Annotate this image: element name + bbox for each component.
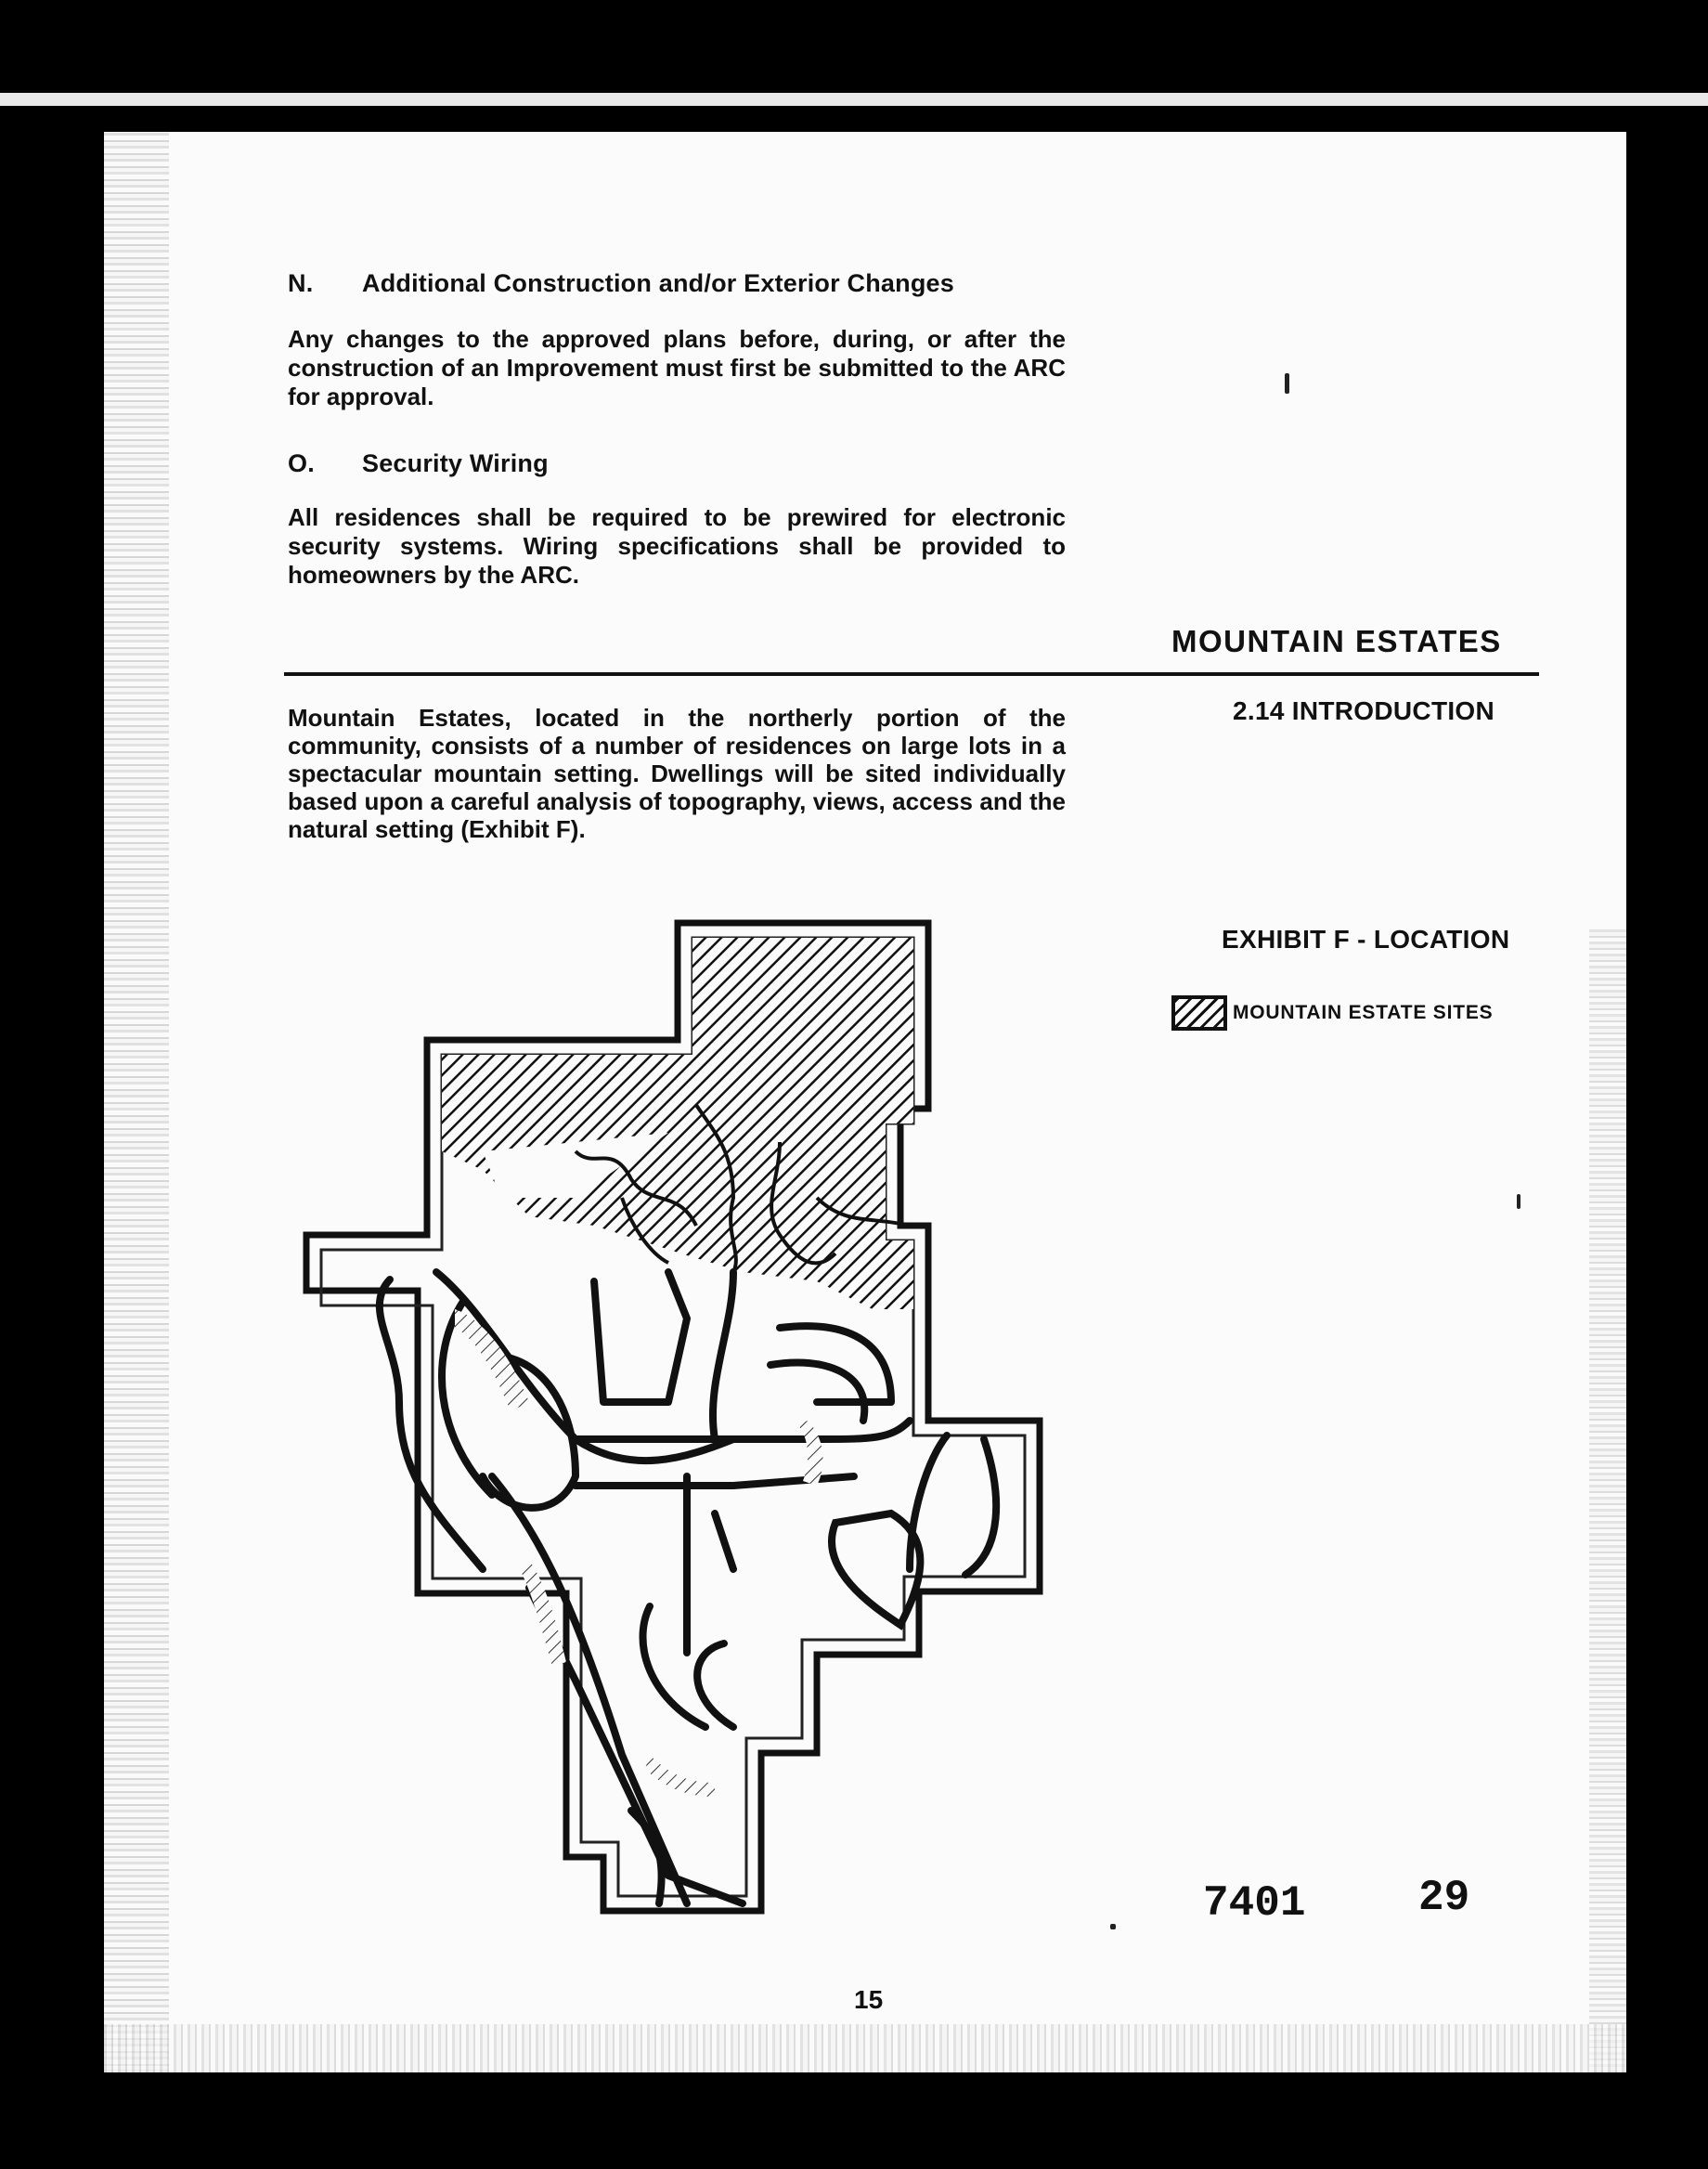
section-divider — [284, 672, 1539, 676]
section-o-heading — [288, 449, 549, 478]
section-o-marker: O. — [288, 449, 315, 477]
exhibit-title: EXHIBIT F - LOCATION — [1222, 925, 1510, 954]
introduction-subheading: 2.14 INTRODUCTION — [1233, 696, 1495, 725]
section-n-heading — [288, 269, 954, 298]
scan-grain-right — [1589, 929, 1626, 2072]
exhibit-f-map — [297, 919, 1058, 1941]
stamp-page-number: 29 — [1418, 1874, 1470, 1922]
section-o-body: All residences shall be required to be prewired for electronic security systems. Wiring specifications shall be provided to homeowners by the ARC. — [288, 503, 1066, 589]
scan-edge-strip — [0, 93, 1708, 106]
section-n-marker: N. — [288, 269, 314, 297]
scan-grain-left — [104, 132, 169, 2072]
mountain-estates-title: MOUNTAIN ESTATES — [1171, 624, 1502, 658]
scan-speck — [1517, 1194, 1520, 1209]
mountain-estates-body: Mountain Estates, located in the northerly portion of the community, consists of a number of residences on large lots in a spectacular mountain setting. Dwellings will be sited individually based upon a careful analysis of topography, views, access and the natural setting (Exhibit F). — [288, 704, 1066, 843]
scan-speck — [1110, 1924, 1116, 1929]
scan-grain-bottom — [104, 2024, 1626, 2072]
exhibit-legend — [1171, 995, 1493, 1031]
scan-border-top — [0, 0, 1708, 98]
section-n-title: Additional Construction and/or Exterior Changes — [362, 269, 954, 297]
section-n-body: Any changes to the approved plans before, during, or after the construction of an Improvement must first be submitted to the ARC for approval. — [288, 325, 1066, 410]
page-number: 15 — [854, 1985, 884, 2014]
scan-speck — [1285, 373, 1289, 394]
legend-label: MOUNTAIN ESTATE SITES — [1233, 1002, 1494, 1023]
stamp-document-number: 7401 — [1203, 1879, 1306, 1928]
hatched-box-icon — [1171, 995, 1227, 1031]
section-o-title: Security Wiring — [362, 449, 549, 477]
